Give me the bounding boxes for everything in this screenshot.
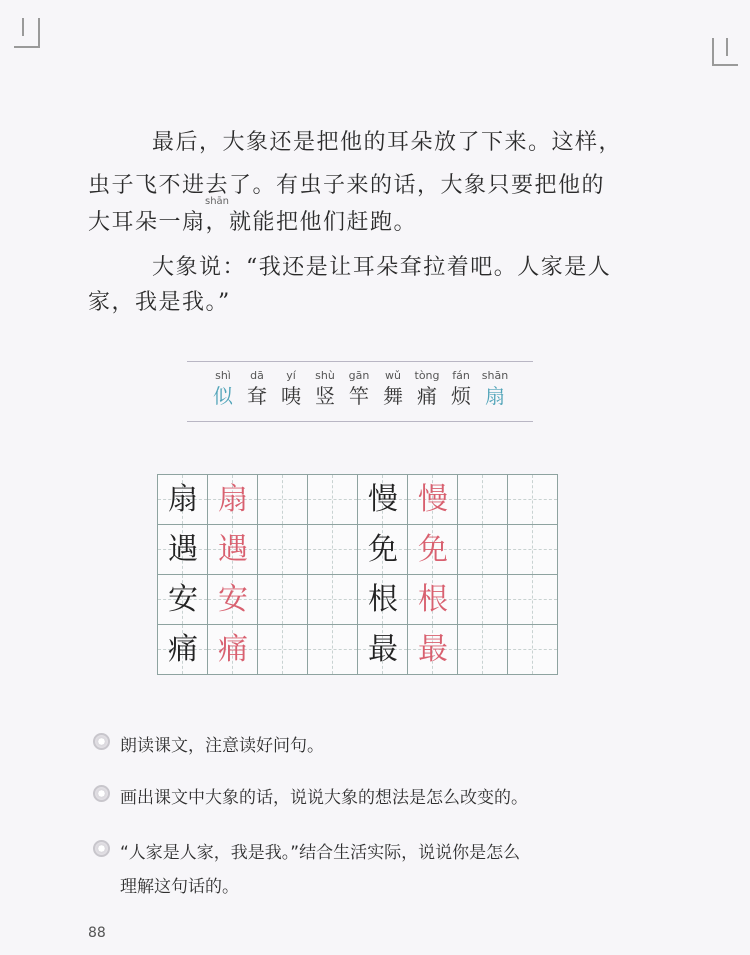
word-strip-bottom-line (187, 421, 533, 422)
grid-guide-line (258, 499, 307, 500)
new-word-character: 竖 (315, 384, 335, 408)
grid-cell (458, 525, 508, 575)
new-word-character: 烦 (451, 384, 471, 408)
new-word-pinyin: shān (481, 369, 509, 382)
practice-character-traced: 最 (418, 632, 448, 667)
exercise-3-continued: 理解这句话的。 (120, 877, 239, 897)
new-word-character: 耷 (247, 384, 267, 408)
grid-cell (458, 575, 508, 625)
practice-character: 痛 (168, 632, 198, 667)
grid-cell (508, 525, 558, 575)
grid-guide-line (458, 549, 507, 550)
grid-guide-line (508, 549, 557, 550)
page-number: 88 (88, 925, 106, 941)
grid-cell (258, 475, 308, 525)
practice-character: 安 (168, 582, 198, 617)
crop-mark-top-left-v (38, 18, 40, 48)
new-word-4 (308, 369, 342, 409)
new-word-pinyin: gān (348, 369, 370, 382)
crop-mark-top-right-h (712, 64, 738, 66)
new-word-character: 似 (213, 384, 233, 408)
exercise-bullet-icon (93, 785, 110, 802)
grid-guide-line (508, 499, 557, 500)
grid-cell (308, 525, 358, 575)
grid-guide-line (308, 649, 357, 650)
grid-cell (258, 525, 308, 575)
new-word-2 (240, 369, 274, 409)
grid-guide-line (458, 649, 507, 650)
new-word-character: 咦 (281, 384, 301, 408)
grid-guide-line (308, 499, 357, 500)
grid-cell (508, 475, 558, 525)
grid-cell (458, 625, 508, 675)
new-word-pinyin: fán (452, 369, 470, 382)
story-line-3: 大耳朵一扇，就能把他们赶跑。 (88, 210, 418, 235)
exercise-bullet-icon (93, 840, 110, 857)
new-word-pinyin: wǔ (385, 369, 401, 382)
grid-cell (258, 625, 308, 675)
new-word-pinyin: dā (250, 369, 264, 382)
new-word-character: 竿 (349, 384, 369, 408)
grid-guide-line (258, 649, 307, 650)
story-line-2: 虫子飞不进去了。有虫子来的话，大象只要把他的 (88, 173, 606, 198)
new-word-pinyin: yí (286, 369, 296, 382)
grid-guide-line (308, 599, 357, 600)
practice-character: 根 (368, 582, 398, 617)
new-word-6 (376, 369, 410, 409)
grid-guide-line (258, 549, 307, 550)
grid-guide-line (308, 549, 357, 550)
grid-cell (258, 575, 308, 625)
story-line-1: 最后，大象还是把他的耳朵放了下来。这样， (152, 130, 623, 155)
practice-character-traced: 痛 (218, 632, 248, 667)
practice-character: 免 (368, 532, 398, 567)
crop-mark-top-right-v (712, 38, 714, 66)
new-word-7 (410, 369, 444, 409)
practice-character: 遇 (168, 532, 198, 567)
new-word-9 (478, 369, 512, 409)
new-word-pinyin: shù (315, 369, 335, 382)
writing-practice-grid (157, 474, 558, 675)
practice-character: 扇 (168, 482, 198, 517)
crop-mark-top-left-h (14, 46, 40, 48)
grid-guide-line (458, 599, 507, 600)
pinyin-shan: shān (205, 196, 230, 207)
word-strip-top-line (187, 361, 533, 362)
crop-mark-top-right-v2 (726, 38, 728, 56)
grid-cell (508, 575, 558, 625)
new-word-8 (444, 369, 478, 409)
grid-guide-line (258, 599, 307, 600)
new-word-3 (274, 369, 308, 409)
new-word-character: 舞 (383, 384, 403, 408)
crop-mark-top-left-v2 (22, 18, 24, 36)
grid-guide-line (508, 599, 557, 600)
new-word-pinyin: shì (215, 369, 231, 382)
new-word-pinyin: tòng (414, 369, 440, 382)
new-word-5 (342, 369, 376, 409)
exercise-3: “人家是人家，我是我。”结合生活实际，说说你是怎么 (120, 843, 521, 863)
new-word-1 (206, 369, 240, 409)
grid-cell (308, 625, 358, 675)
grid-guide-line (508, 649, 557, 650)
grid-guide-line (458, 499, 507, 500)
practice-character-traced: 慢 (418, 482, 448, 517)
exercise-bullet-icon (93, 733, 110, 750)
grid-cell (458, 475, 508, 525)
story-line-4: 大象说：“我还是让耳朵耷拉着吧。人家是人 (152, 255, 612, 280)
practice-character-traced: 安 (218, 582, 248, 617)
new-word-character: 痛 (417, 384, 437, 408)
practice-character-traced: 根 (418, 582, 448, 617)
exercise-1: 朗读课文，注意读好问句。 (120, 736, 324, 756)
practice-character-traced: 扇 (218, 482, 248, 517)
exercise-2: 画出课文中大象的话，说说大象的想法是怎么改变的。 (120, 788, 528, 808)
practice-character-traced: 免 (418, 532, 448, 567)
grid-cell (308, 475, 358, 525)
grid-cell (508, 625, 558, 675)
new-word-character: 扇 (485, 384, 505, 408)
grid-cell (308, 575, 358, 625)
practice-character: 最 (368, 632, 398, 667)
practice-character: 慢 (368, 482, 398, 517)
practice-character-traced: 遇 (218, 532, 248, 567)
story-line-5: 家，我是我。” (88, 290, 231, 315)
